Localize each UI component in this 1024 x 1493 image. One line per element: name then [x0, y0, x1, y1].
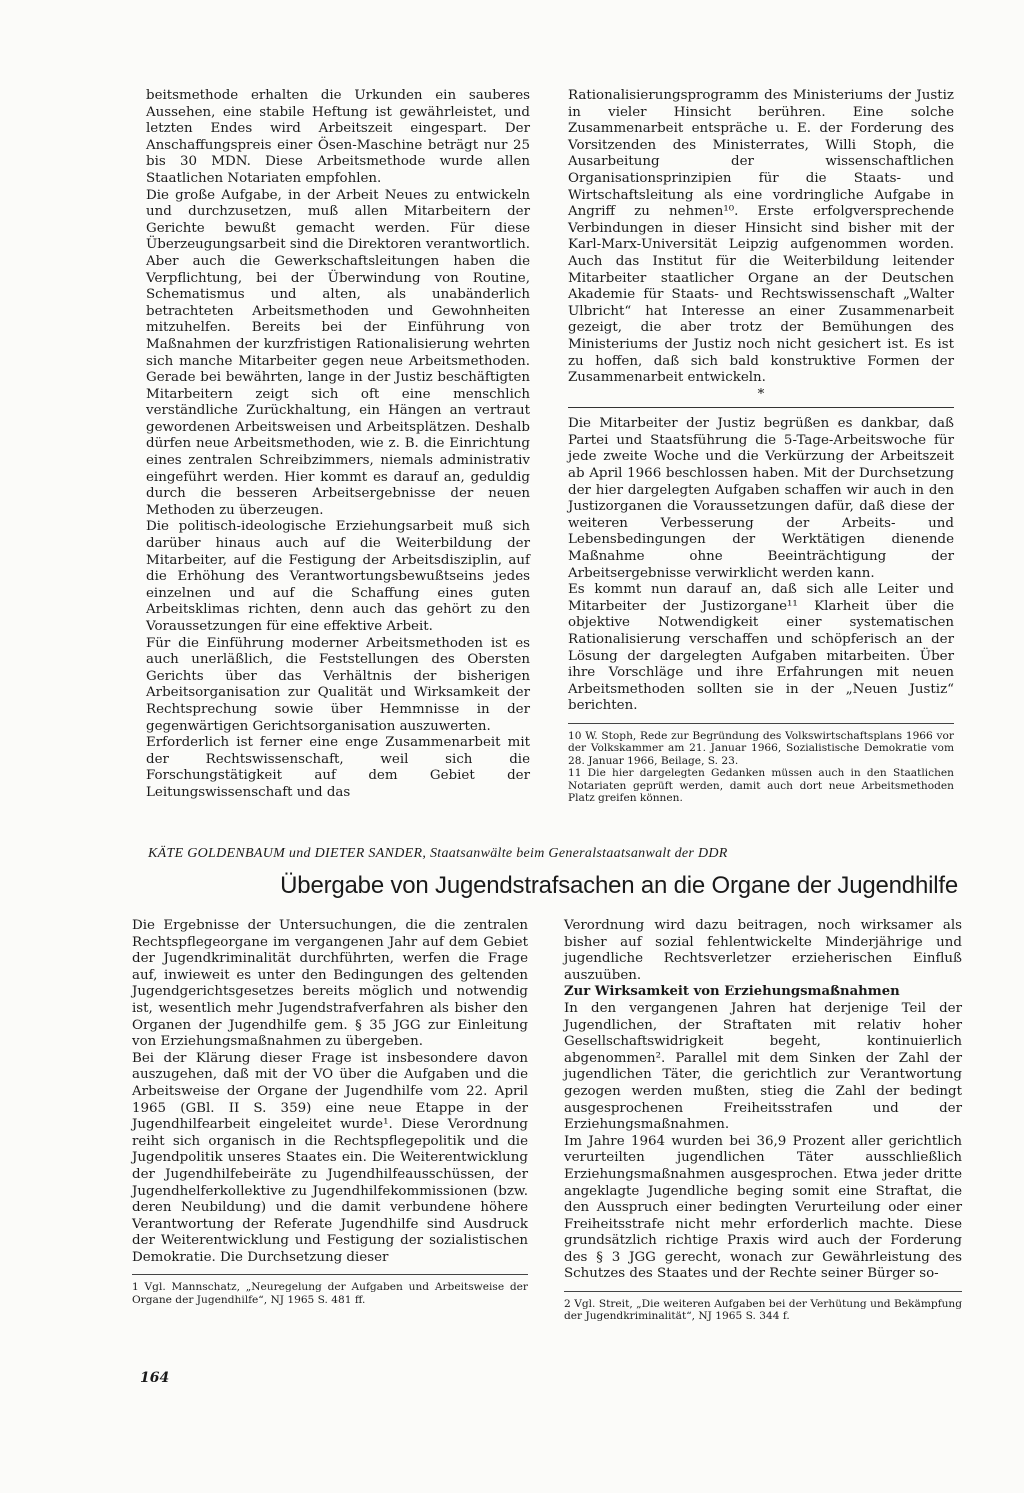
top-right-column: [568, 88, 954, 804]
bottom-right-column: [564, 918, 962, 1323]
footnote: 1 Vgl. Mannschatz, „Neuregelung der Aufgaben und Arbeitsweise der Organe der Jugendhilfe“, NJ 1965 S. 481 ff.: [132, 1281, 528, 1306]
top-left-column: [146, 88, 530, 802]
article-title: Übergabe von Jugendstrafsachen an die Organe der Jugendhilfe: [280, 872, 958, 899]
paragraph: Rationalisierungsprogramm des Ministeriums der Justiz in vieler Hinsicht berühren. Eine solche Zusammenarbeit entspräche u. E. der Forderung des Vorsitzenden des Ministerrates, Willi Stoph, die Ausarbeitung der wissenschaftlichen Organisationsprinzipien für die Staats- und Wirtschaftsleitung als eine vordringliche Aufgabe in Angriff zu nehmen¹⁰. Erste erfolgversprechende Verbindungen in dieser Hinsicht sind bisher mit der Karl-Marx-Universität Leipzig aufgenommen worden. Auch das Institut für die Weiterbildung leitender Mitarbeiter staatlicher Organe an der Deutschen Akademie für Staats- und Rechtswissenschaft „Walter Ulbricht“ hat Interesse an einer Zusammenarbeit gezeigt, die aber trotz der Bemühungen des Ministeriums der Justiz noch nicht gesichert ist. Es ist zu hoffen, daß sich bald konstruktive Formen der Zusammenarbeit entwickeln.: [568, 88, 954, 386]
footnote: 10 W. Stoph, Rede zur Begründung des Volkswirtschaftsplans 1966 vor der Volkskammer am 21. Januar 1966, Sozialistische Demokratie vom 28. Januar 1966, Beilage, S. 23.: [568, 729, 954, 767]
section-separator: *: [757, 386, 765, 402]
paragraph: Die Mitarbeiter der Justiz begrüßen es dankbar, daß Partei und Staatsführung die 5-Tage-Arbeitswoche für jede zweite Woche und die Verkürzung der Arbeitszeit ab April 1966 beschlossen haben. Mit der Durchsetzung der hier dargelegten Aufgaben schaffen wir auch in den Justizorganen die Voraussetzungen dafür, daß diese der weiteren Verbesserung der Arbeits- und Lebensbedingungen der Werktätigen dienende Maßnahme ohne Beeinträchtigung der Arbeitsergebnisse verwirklicht werden kann.: [568, 416, 954, 581]
paragraph: beitsmethode erhalten die Urkunden ein sauberes Aussehen, eine stabile Heftung ist gewährleistet, und letzten Endes wird Arbeitszeit eingespart. Der Anschaffungspreis einer Ösen-Maschine beträgt nur 25 bis 30 MDN. Diese Arbeitsmethode wurde allen Staatlichen Notariaten empfohlen.: [146, 88, 530, 186]
paragraph: In den vergangenen Jahren hat derjenige Teil der Jugendlichen, der Straftaten mit relativ hoher Gesellschaftswidrigkeit begeht, kontinuierlich abgenommen². Parallel mit dem Sinken der Zahl der jugendlichen Täter, die gerichtlich zur Verantwortung gezogen werden mußten, stieg die Zahl der bedingt ausgesprochenen Freiheitsstrafen und der Erziehungsmaßnahmen.: [564, 1000, 962, 1133]
page-number: 164: [140, 1370, 170, 1386]
author-role: Staatsanwälte beim Generalstaatsanwalt der DDR: [429, 846, 728, 861]
footnote-rule: [568, 723, 954, 724]
paragraph: Die Ergebnisse der Untersuchungen, die die zentralen Rechtspflegeorgane im vergangenen Jahr auf dem Gebiet der Jugendkriminalität durchführten, werfen die Frage auf, inwieweit es unter den Bedingungen des geltenden Jugendgerichtsgesetzes bereits möglich und notwendig ist, wesentlich mehr Jugendstrafverfahren als bisher den Organen der Jugendhilfe gem. § 35 JGG zur Einleitung von Erziehungsmaßnahmen zu übergeben.: [132, 918, 528, 1050]
footnote-rule: [132, 1274, 528, 1275]
bottom-left-column: [132, 918, 528, 1306]
paragraph: Die große Aufgabe, in der Arbeit Neues zu entwickeln und durchzusetzen, muß allen Mitarbeitern der Gerichte bewußt gemacht werden. Für diese Überzeugungsarbeit sind die Direktoren verantwortlich. Aber auch die Gewerkschaftsleitungen haben die Verpflichtung, bei der Überwindung von Routine, Schematismus und alten, als unabänderlich betrachteten Arbeitsmethoden und Gewohnheiten mitzuhelfen. Bereits bei der Einführung von Maßnahmen der kurzfristigen Rationalisierung wehrten sich manche Mitarbeiter gegen neue Arbeitsmethoden. Gerade bei bewährten, lange in der Justiz beschäftigten Mitarbeitern zeigt sich oft eine menschlich verständliche Zurückhaltung, ein Hängen an vertraut gewordenen Arbeitsweisen und Arbeitsplätzen. Deshalb dürfen neue Arbeitsmethoden, wie z. B. die Einrichtung eines zentralen Schreibzimmers, niemals administrativ eingeführt werden. Hier kommt es darauf an, geduldig durch die besseren Arbeitsergebnisse der neuen Methoden zu überzeugen.: [146, 187, 530, 518]
section-subheading: Zur Wirksamkeit von Erziehungsmaßnahmen: [564, 984, 900, 1000]
separator-rule: [568, 407, 954, 408]
footnote: 2 Vgl. Streit, „Die weiteren Aufgaben bei der Verhütung und Bekämpfung der Jugendkriminalität“, NJ 1965 S. 344 f.: [564, 1298, 962, 1323]
article-authors: [148, 846, 954, 862]
paragraph: Bei der Klärung dieser Frage ist insbesondere davon auszugehen, daß mit der VO über die Aufgaben und die Arbeitsweise der Organe der Jugendhilfe vom 22. April 1965 (GBl. II S. 359) eine neue Etappe in der Jugendhilfearbeit eingeleitet wurde¹. Diese Verordnung reiht sich organisch in die Rechtspflegepolitik und die Jugendpolitik unseres Staates ein. Die Weiterentwicklung der Jugendhilfebeiräte zu Jugendhilfeausschüssen, der Jugendhelferkollektive zu Jugendhilfekommissionen (bzw. deren Neubildung) und die damit verbundene höhere Verantwortung der Referate Jugendhilfe sind Ausdruck der Weiterentwicklung und Festigung der sozialistischen Demokratie. Die Durchsetzung dieser: [132, 1050, 528, 1265]
paragraph: Für die Einführung moderner Arbeitsmethoden ist es auch unerläßlich, die Feststellungen des Obersten Gerichts über das Verhältnis der bisherigen Arbeitsorganisation zur Qualität und Wirksamkeit der Rechtsprechung sowie über Hemmnisse in der gegenwärtigen Gerichtsorganisation auszuwerten.: [146, 635, 530, 734]
paragraph: Im Jahre 1964 wurden bei 36,9 Prozent aller gerichtlich verurteilten jugendlichen Täter ausschließlich Erziehungsmaßnahmen ausgesprochen. Etwa jeder dritte angeklagte Jugendliche beging somit eine Straftat, die den Ausspruch einer bedingten Verurteilung oder einer Freiheitsstrafe nicht mehr erforderlich machte. Diese grundsätzlich richtige Praxis wird auch der Forderung des § 3 JGG gerecht, wonach zur Gewährleistung des Schutzes des Staates und der Rechte seiner Bürger so-: [564, 1133, 962, 1282]
paragraph: Verordnung wird dazu beitragen, noch wirksamer als bisher auf sozial fehlentwickelte Minderjährige und jugendliche Rechtsverletzer erzieherischen Einfluß auszuüben.: [564, 918, 962, 983]
author-names: KÄTE GOLDENBAUM und DIETER SANDER,: [148, 846, 427, 861]
footnote-rule: [564, 1291, 962, 1292]
paragraph: Die politisch-ideologische Erziehungsarbeit muß sich darüber hinaus auch auf die Weiterbildung der Mitarbeiter, auf die Festigung der Arbeitsdisziplin, auf die Erhöhung des Verantwortungsbewußtseins jedes einzelnen und auf die Schaffung eines guten Arbeitsklimas richten, denn auch das gehört zu den Voraussetzungen für eine effektive Arbeit.: [146, 519, 530, 634]
footnote: 11 Die hier dargelegten Gedanken müssen auch in den Staatlichen Notariaten geprüft werden, damit auch dort neue Arbeitsmethoden Platz greifen können.: [568, 767, 954, 804]
paragraph: Es kommt nun darauf an, daß sich alle Leiter und Mitarbeiter der Justizorgane¹¹ Klarheit über die objektive Notwendigkeit einer systematischen Rationalisierung verschaffen und schöpferisch an der Lösung der dargelegten Aufgaben mitarbeiten. Über ihre Vorschläge und ihre Erfahrungen mit neuen Arbeitsmethoden sollten sie in der „Neuen Justiz“ berichten.: [568, 582, 954, 714]
paragraph: Erforderlich ist ferner eine enge Zusammenarbeit mit der Rechtswissenschaft, weil sich die Forschungstätigkeit auf dem Gebiet der Leitungswissenschaft und das: [146, 735, 530, 800]
